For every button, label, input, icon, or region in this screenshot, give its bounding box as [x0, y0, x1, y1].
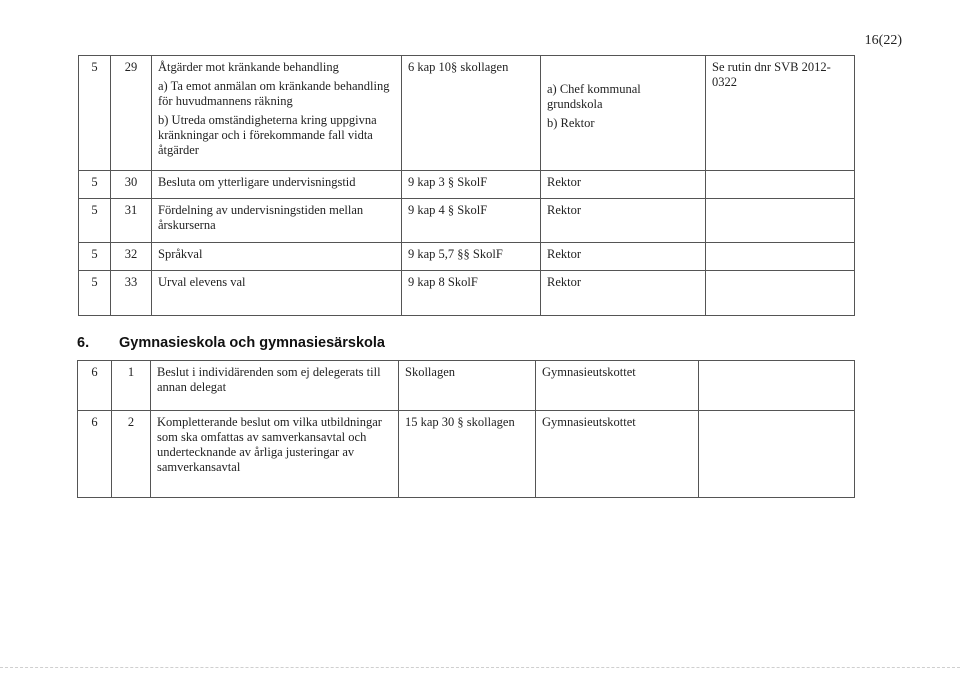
chapter-cell: 5 [79, 271, 111, 316]
table-row [78, 411, 855, 498]
delegation-table-section-6 [77, 360, 855, 498]
number-cell: 32 [111, 243, 152, 271]
description-cell: Urval elevens val [152, 271, 402, 316]
number-cell: 2 [112, 411, 151, 498]
chapter-cell: 5 [79, 243, 111, 271]
delegate-cell: Rektor [541, 171, 706, 199]
delegate-text: a) Chef kommunal grundskola [547, 82, 641, 111]
table-row [79, 171, 855, 199]
chapter-cell: 5 [79, 171, 111, 199]
law-cell: 9 kap 8 SkolF [402, 271, 541, 316]
section-title: Gymnasieskola och gymnasiesärskola [119, 335, 385, 351]
description-text: a) Ta emot anmälan om kränkande behandling för huvudmannens räkning [158, 79, 390, 108]
note-cell [706, 243, 855, 271]
law-cell: 6 kap 10§ skollagen [402, 56, 541, 171]
delegate-text: b) Rektor [547, 116, 595, 130]
section-number: 6. [77, 335, 90, 351]
delegate-cell: Rektor [541, 271, 706, 316]
law-cell: 15 kap 30 § skollagen [399, 411, 536, 498]
table-row [79, 243, 855, 271]
description-cell [152, 56, 402, 171]
delegate-cell: Gymnasieutskottet [536, 411, 699, 498]
law-cell: 9 kap 5,7 §§ SkolF [402, 243, 541, 271]
description-cell: Kompletterande beslut om vilka utbildningar som ska omfattas av samverkansavtal och undertecknande av årliga justeringar av samverkansavtal [151, 411, 399, 498]
note-cell: Se rutin dnr SVB 2012-0322 [706, 56, 855, 171]
number-cell: 33 [111, 271, 152, 316]
delegate-cell: Rektor [541, 199, 706, 243]
note-cell [699, 411, 855, 498]
law-cell: Skollagen [399, 361, 536, 411]
description-cell: Besluta om ytterligare undervisningstid [152, 171, 402, 199]
note-cell [706, 199, 855, 243]
table-row [79, 199, 855, 243]
chapter-cell: 5 [79, 199, 111, 243]
chapter-cell: 6 [78, 361, 112, 411]
delegate-cell: Gymnasieutskottet [536, 361, 699, 411]
table-row [78, 361, 855, 411]
description-cell: Fördelning av undervisningstiden mellan årskurserna [152, 199, 402, 243]
delegate-cell [541, 56, 706, 171]
note-cell [706, 171, 855, 199]
description-cell: Språkval [152, 243, 402, 271]
delegate-cell: Rektor [541, 243, 706, 271]
table-row [79, 56, 855, 171]
table-row [79, 271, 855, 316]
law-cell: 9 kap 3 § SkolF [402, 171, 541, 199]
description-cell: Beslut i individärenden som ej delegerats till annan delegat [151, 361, 399, 411]
page-number: 16(22) [864, 33, 902, 48]
number-cell: 31 [111, 199, 152, 243]
page-bottom-edge [0, 667, 960, 668]
delegation-table-section-5 [78, 55, 855, 316]
number-cell: 30 [111, 171, 152, 199]
number-cell: 29 [111, 56, 152, 171]
description-text: Åtgärder mot kränkande behandling [158, 60, 339, 74]
note-cell [706, 271, 855, 316]
law-cell: 9 kap 4 § SkolF [402, 199, 541, 243]
chapter-cell: 5 [79, 56, 111, 171]
number-cell: 1 [112, 361, 151, 411]
note-cell [699, 361, 855, 411]
description-text: b) Utreda omständigheterna kring uppgivna kränkningar och i förekommande fall vidta åtgärder [158, 113, 377, 157]
section-heading [77, 336, 385, 351]
chapter-cell: 6 [78, 411, 112, 498]
